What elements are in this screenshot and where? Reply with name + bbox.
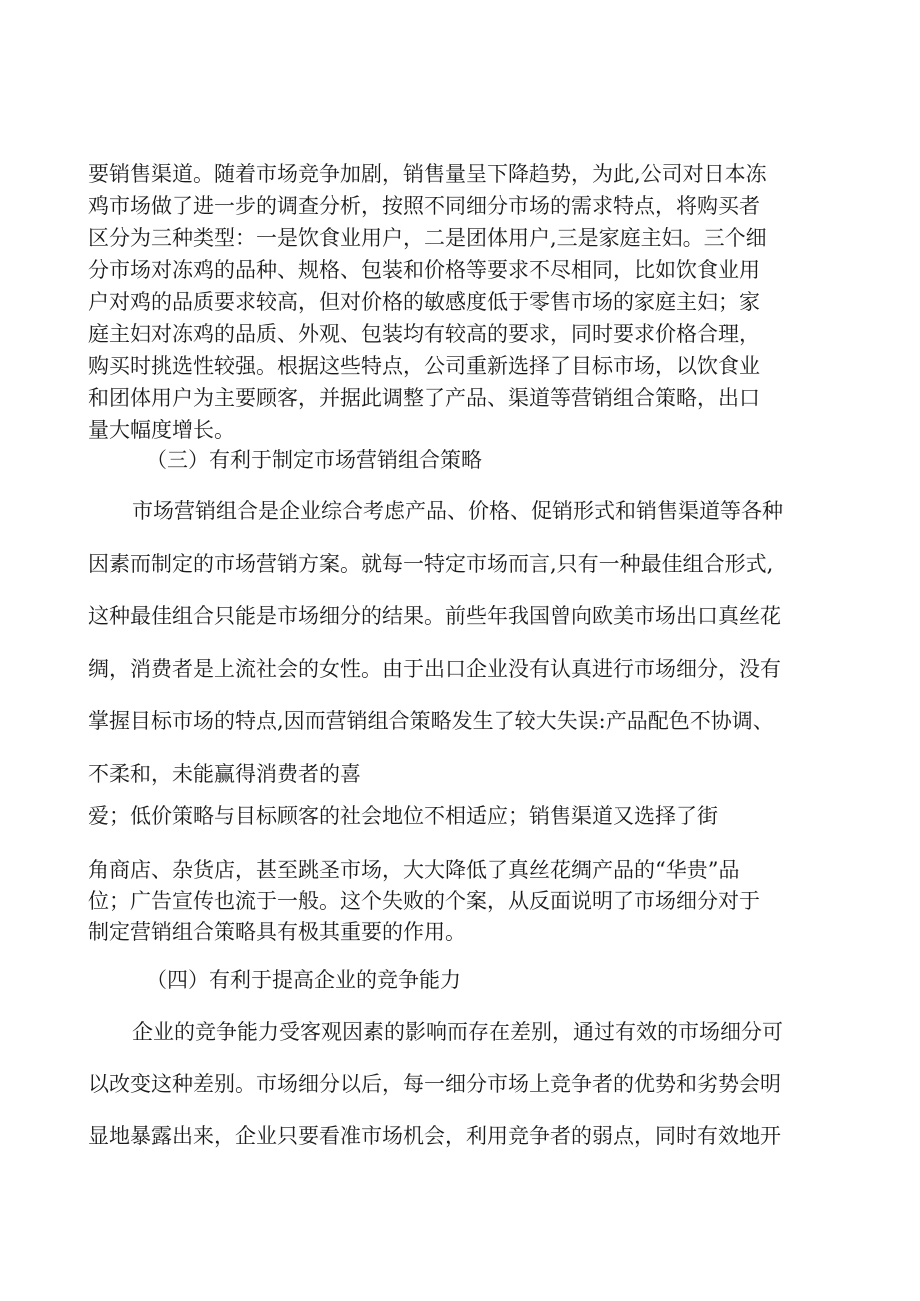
paragraph-line: 庭主妇对冻鸡的品质、外观、包装均有较高的要求，同时要求价格合理， — [88, 322, 760, 346]
paragraph-line: 区分为三种类型：一是饮食业用户，二是团体用户,三是家庭主妇。三个细 — [88, 226, 767, 250]
paragraph-line: 爱；低价策略与目标顾客的社会地位不相适应；销售渠道又选择了街 — [88, 804, 718, 828]
section-heading-3: （三）有利于制定市场营销组合策略 — [146, 448, 482, 472]
paragraph-line: 购买时挑选性较强。根据这些特点，公司重新选择了目标市场，以饮食业 — [88, 354, 760, 378]
section-heading-4: （四）有利于提高企业的竞争能力 — [146, 968, 461, 992]
paragraph-line: 分市场对冻鸡的品种、规格、包装和价格等要求不尽相同，比如饮食业用 — [88, 258, 760, 282]
paragraph-line: 显地暴露出来，企业只要看准市场机会，利用竞争者的弱点，同时有效地开 — [88, 1124, 781, 1148]
paragraph-line: 制定营销组合策略具有极其重要的作用。 — [88, 920, 466, 944]
paragraph-line: 角商店、杂货店，甚至跳圣市场，大大降低了真丝花绸产品的“华贵”品 — [88, 858, 740, 882]
paragraph-line: 绸，消费者是上流社会的女性。由于出口企业没有认真进行市场细分，没有 — [88, 657, 781, 681]
paragraph-line: 以改变这种差别。市场细分以后，每一细分市场上竞争者的优势和劣势会明 — [88, 1072, 781, 1096]
paragraph-line: 量大幅度增长。 — [88, 418, 235, 442]
paragraph-line: 这种最佳组合只能是市场细分的结果。前些年我国曾向欧美市场出口真丝花 — [88, 604, 781, 628]
paragraph-line: 要销售渠道。随着市场竞争加剧，销售量呈下降趋势，为此,公司对日本冻 — [88, 162, 767, 186]
paragraph-line: 鸡市场做了进一步的调查分析，按照不同细分市场的需求特点，将购买者 — [88, 194, 760, 218]
paragraph-line: 位；广告宣传也流于一般。这个失败的个案，从反面说明了市场细分对于 — [88, 889, 760, 913]
paragraph-line: 不柔和，未能赢得消费者的喜 — [88, 762, 361, 786]
paragraph-line: 掌握目标市场的特点,因而营销组合策略发生了较大失误:产品配色不协调、 — [88, 709, 774, 733]
paragraph-line: 因素而制定的市场营销方案。就每一特定市场而言,只有一种最佳组合形式, — [88, 552, 774, 576]
paragraph-line: 企业的竞争能力受客观因素的影响而存在差别，通过有效的市场细分可 — [132, 1020, 783, 1044]
paragraph-line: 和团体用户为主要顾客，并据此调整了产品、渠道等营销组合策略，出口 — [88, 386, 760, 410]
paragraph-line: 市场营销组合是企业综合考虑产品、价格、促销形式和销售渠道等各种 — [132, 499, 783, 523]
paragraph-line: 户对鸡的品质要求较高，但对价格的敏感度低于零售市场的家庭主妇；家 — [88, 290, 760, 314]
